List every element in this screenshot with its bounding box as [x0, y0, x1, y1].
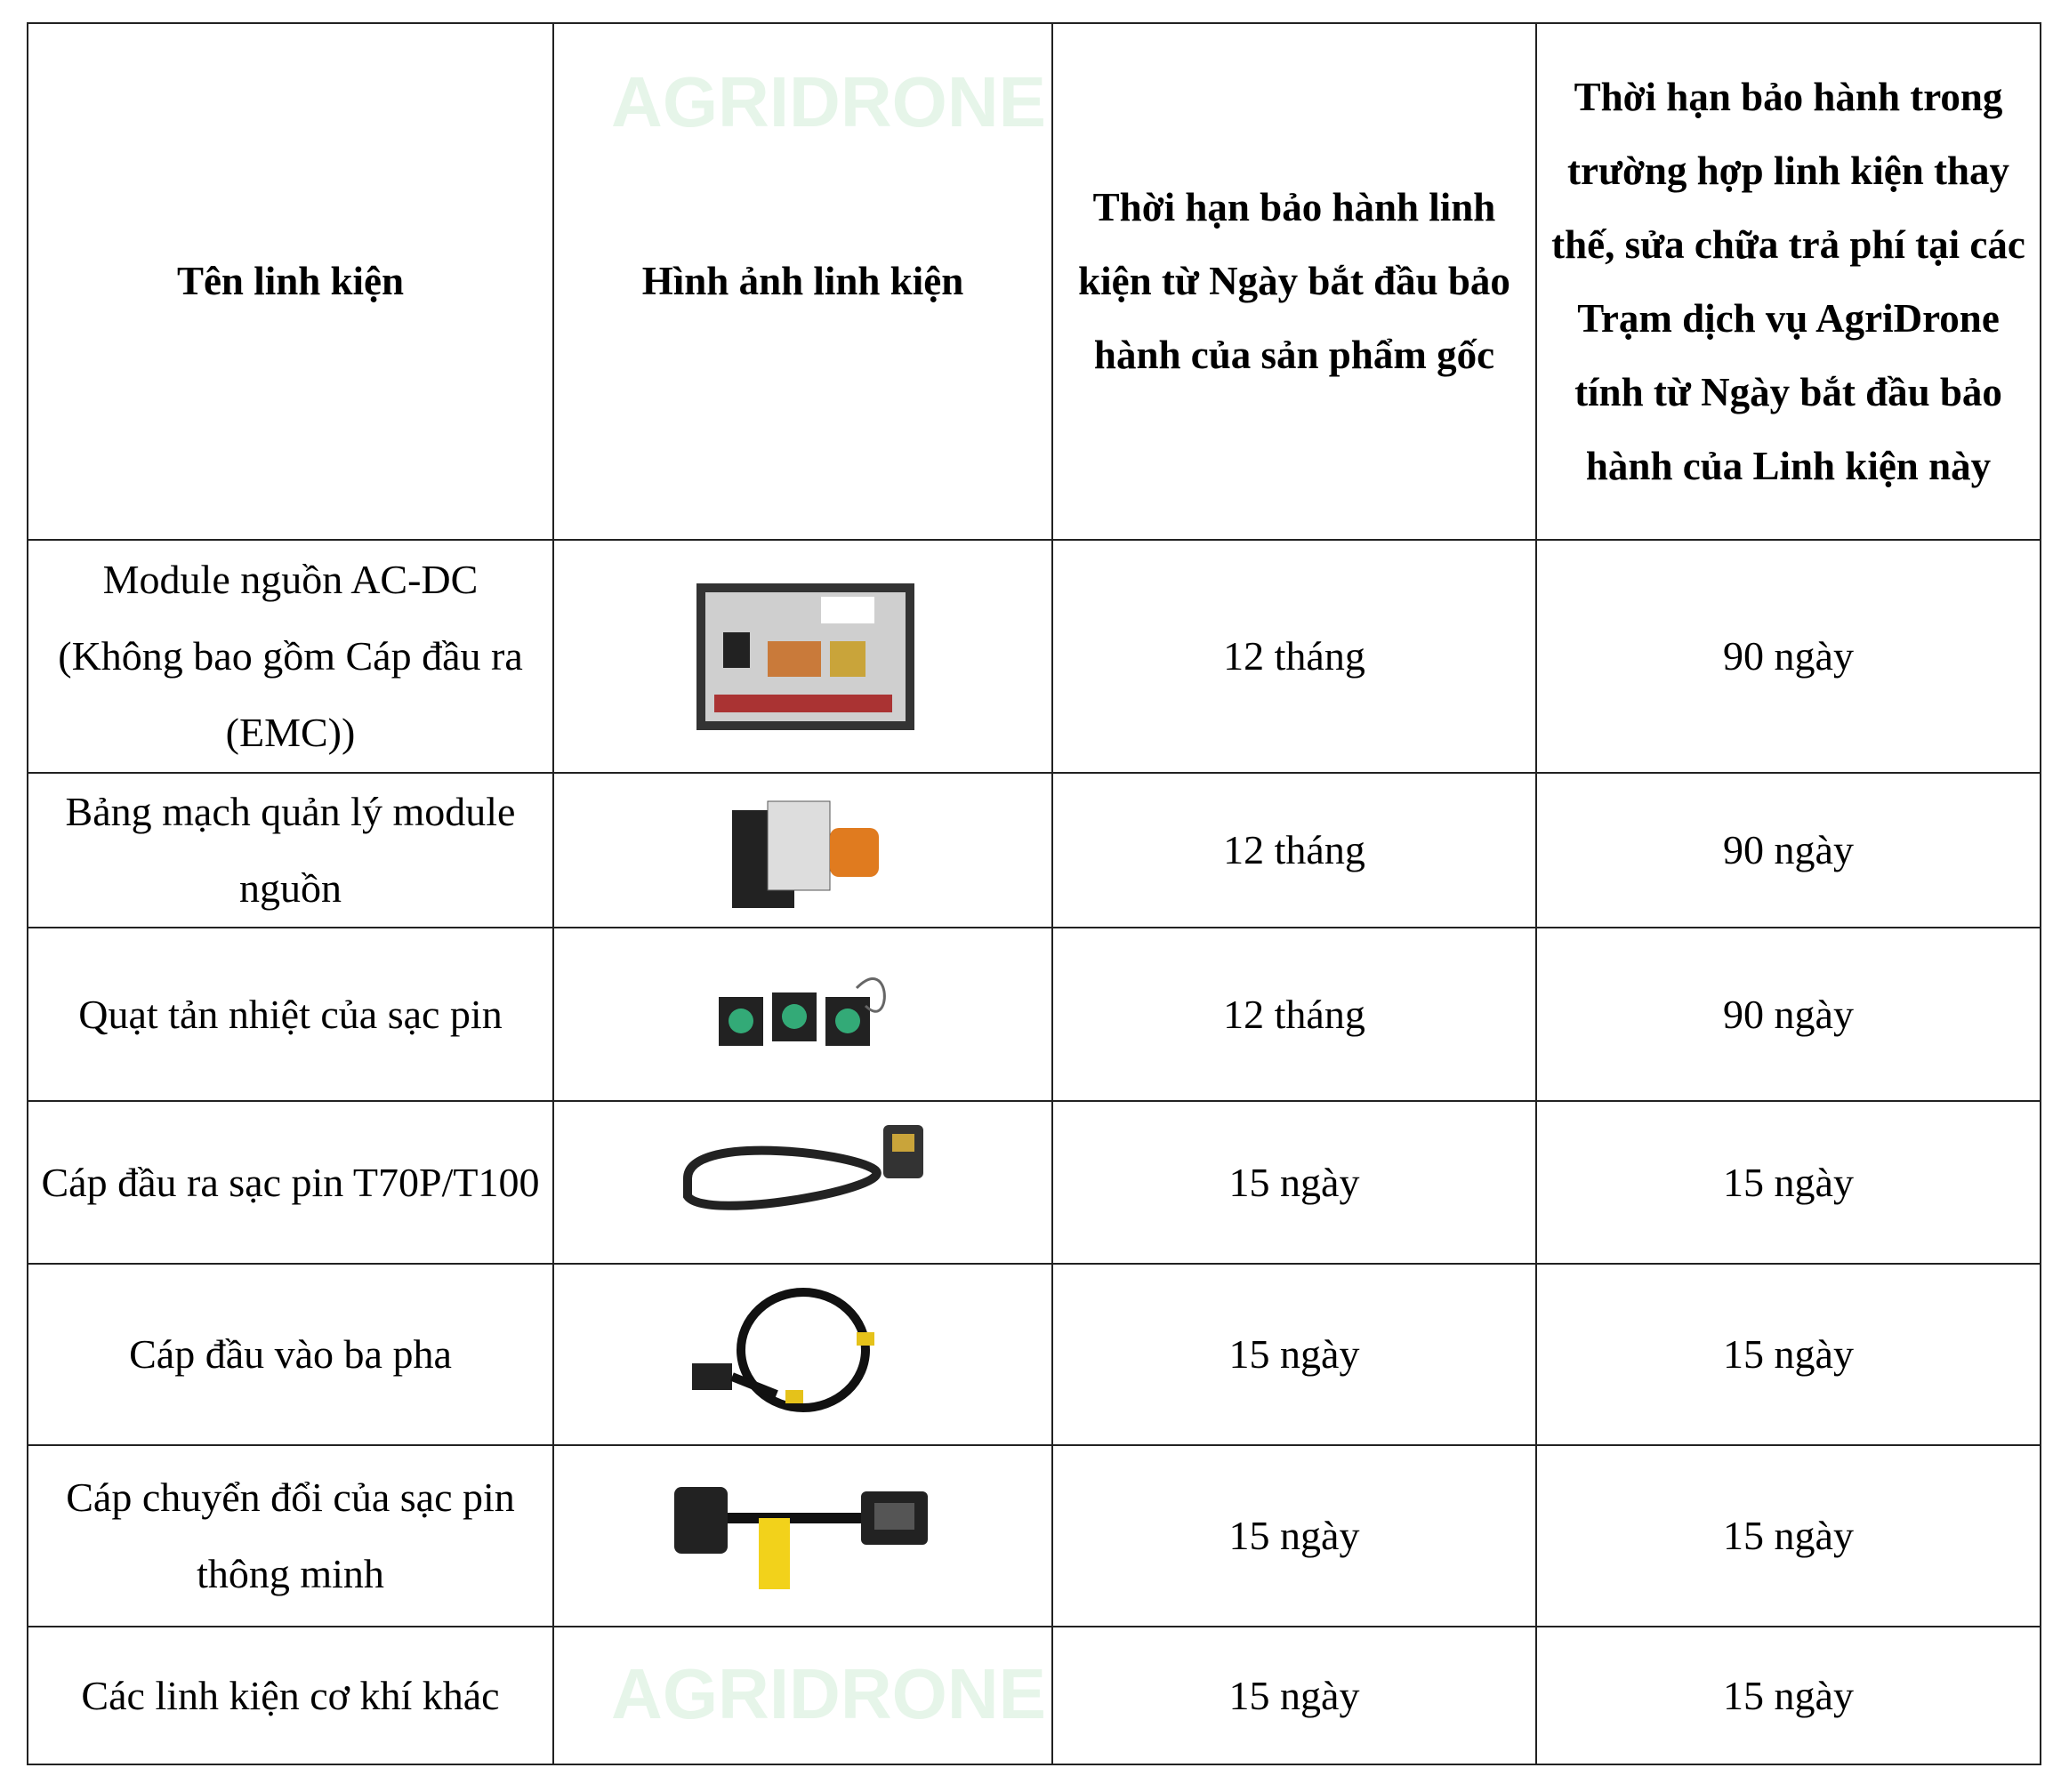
header-warranty: Thời hạn bảo hành linh kiện từ Ngày bắt đầu bảo hành của sản phẩm gốc [1052, 23, 1536, 540]
part-image-cell [553, 773, 1052, 928]
repair-warranty-value: 90 ngày [1536, 540, 2041, 773]
cooling-fan-image [714, 952, 892, 1077]
repair-warranty-value: 15 ngày [1536, 1627, 2041, 1764]
warranty-value: 15 ngày [1052, 1264, 1536, 1445]
part-image-cell [553, 1264, 1052, 1445]
part-name: Cáp đầu ra sạc pin T70P/T100 [28, 1101, 553, 1264]
power-module-image [688, 579, 919, 735]
repair-warranty-value: 15 ngày [1536, 1101, 2041, 1264]
table-row [28, 1445, 2041, 1627]
part-name: Bảng mạch quản lý module nguồn [28, 773, 553, 928]
part-name: Quạt tản nhiệt của sạc pin [28, 928, 553, 1101]
three-phase-cable-image [679, 1279, 928, 1430]
management-board-image [714, 783, 892, 917]
output-cable-image [670, 1116, 937, 1250]
repair-warranty-value: 15 ngày [1536, 1264, 2041, 1445]
warranty-value: 12 tháng [1052, 773, 1536, 928]
part-image-cell [553, 928, 1052, 1101]
part-image-cell [553, 1445, 1052, 1627]
watermark: AGRIDRONE [611, 1654, 1046, 1733]
table-row [28, 1101, 2041, 1264]
warranty-value: 15 ngày [1052, 1445, 1536, 1627]
header-repair-warranty: Thời hạn bảo hành trong trường hợp linh kiện thay thế, sửa chữa trả phí tại các Trạm dịch vụ AgriDrone tính từ Ngày bắt đầu bảo hành của Linh kiện này [1536, 23, 2041, 540]
repair-warranty-value: 90 ngày [1536, 928, 2041, 1101]
part-image-cell [553, 1101, 1052, 1264]
warranty-value: 15 ngày [1052, 1101, 1536, 1264]
warranty-table [27, 22, 2041, 1765]
part-name: Module nguồn AC-DC (Không bao gồm Cáp đầu ra (EMC)) [28, 540, 553, 773]
repair-warranty-value: 90 ngày [1536, 773, 2041, 928]
repair-warranty-value: 15 ngày [1536, 1445, 2041, 1627]
table-row [28, 773, 2041, 928]
table-row [28, 1264, 2041, 1445]
part-image-cell [553, 1627, 1052, 1764]
table-row [28, 1627, 2041, 1764]
part-image-cell [553, 540, 1052, 773]
part-name: Các linh kiện cơ khí khác [28, 1627, 553, 1764]
table-row [28, 928, 2041, 1101]
adapter-cable-image [670, 1469, 937, 1603]
warranty-value: 12 tháng [1052, 540, 1536, 773]
part-name: Cáp đầu vào ba pha [28, 1264, 553, 1445]
table-row [28, 540, 2041, 773]
watermark: AGRIDRONE [611, 62, 1046, 141]
header-image: Hình ảnh linh kiện [553, 23, 1052, 540]
warranty-value: 15 ngày [1052, 1627, 1536, 1764]
part-name: Cáp chuyển đổi của sạc pin thông minh [28, 1445, 553, 1627]
warranty-value: 12 tháng [1052, 928, 1536, 1101]
header-name: Tên linh kiện [28, 23, 553, 540]
header-row [28, 23, 2041, 540]
